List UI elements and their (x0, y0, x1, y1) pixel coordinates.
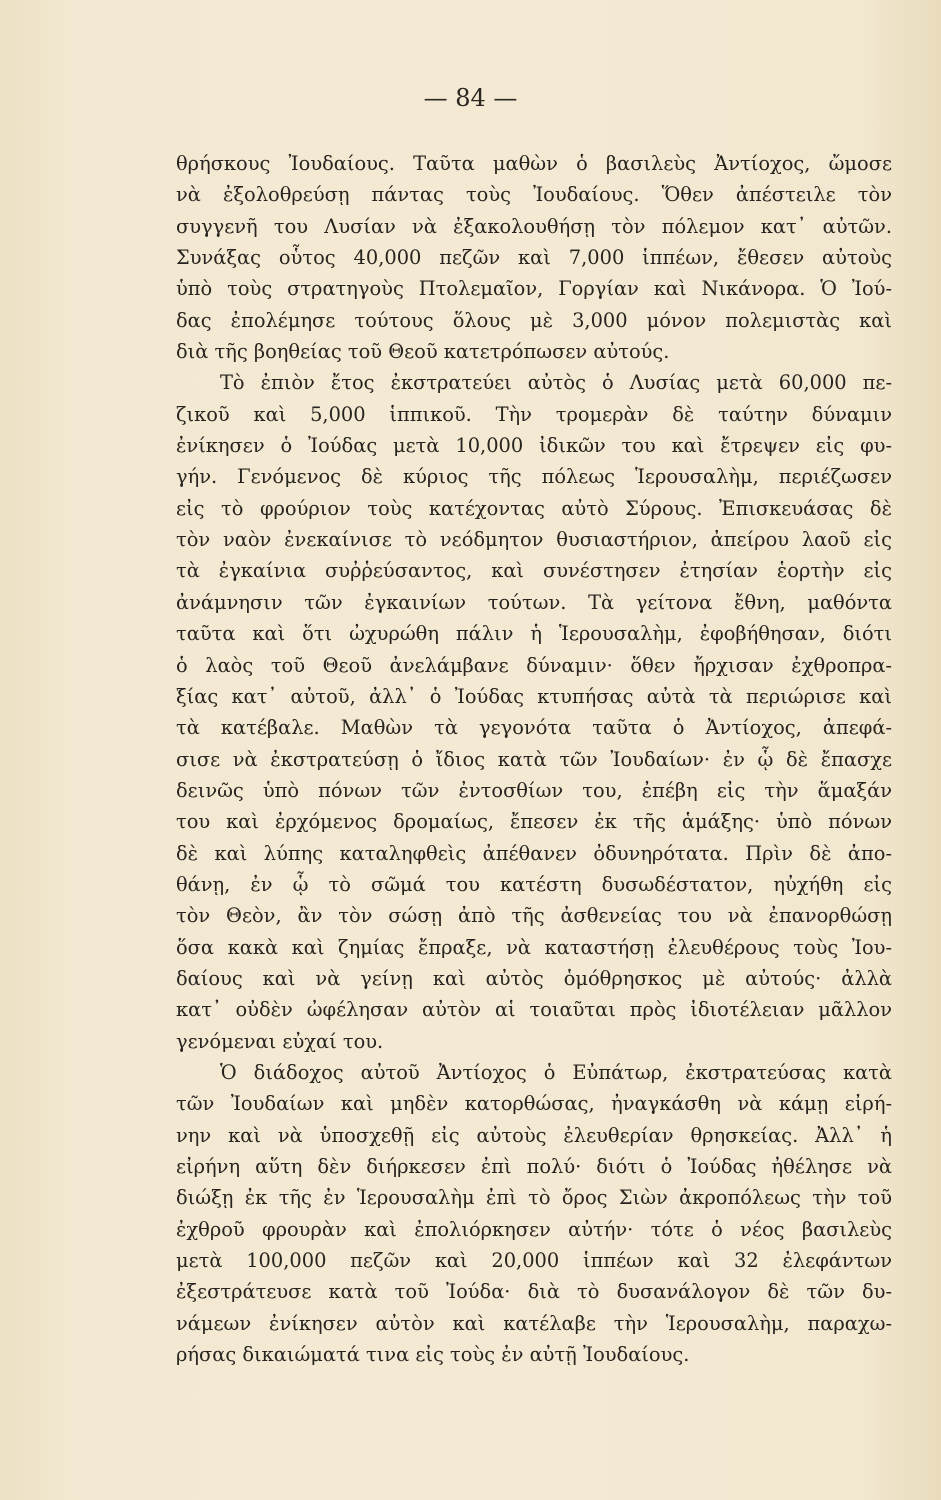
text-line: του καὶ ἐρχόμενος δρομαίως, ἔπεσεν ἐκ τῆς ἁμάξης· ὑπὸ πόνων (176, 810, 892, 834)
text-line: θάνῃ, ἐν ᾧ τὸ σῶμά του κατέστη δυσωδέστατον, ηὐχήθη εἰς (176, 872, 892, 896)
text-line: νάμεων ἐνίκησεν αὐτὸν καὶ κατέλαβε τὴν Ἱερουσαλὴμ, παραχω- (176, 1311, 892, 1335)
text-line: διὰ τῆς βοηθείας τοῦ Θεοῦ κατετρόπωσεν αὐτούς. (176, 340, 670, 364)
text-line: γενόμεναι εὐχαί του. (176, 1029, 384, 1053)
text-line: ἐχθροῦ φρουρὰν καὶ ἐπολιόρκησεν αὐτήν· τότε ὁ νέος βασιλεὺς (176, 1217, 892, 1241)
text-line: συγγενῆ του Λυσίαν νὰ ἐξακολουθήσῃ τὸν πόλεμον κατ᾽ αὐτῶν. (176, 214, 892, 238)
text-line: Ὁ διάδοχος αὐτοῦ Ἀντίοχος ὁ Εὐπάτωρ, ἐκστρατεύσας κατὰ (220, 1060, 892, 1084)
text-line: Συνάξας οὗτος 40,000 πεζῶν καὶ 7,000 ἱππέων, ἔθεσεν αὐτοὺς (176, 246, 892, 270)
text-line: ξίας κατ᾽ αὐτοῦ, ἀλλ᾽ ὁ Ἰούδας κτυπήσας αὐτὰ τὰ περιώρισε καὶ (176, 684, 892, 708)
text-line: τὸν Θεὸν, ἂν τὸν σώσῃ ἀπὸ τῆς ἀσθενείας του νὰ ἐπανορθώσῃ (176, 904, 892, 928)
text-line: διώξῃ ἐκ τῆς ἐν Ἱερουσαλὴμ ἐπὶ τὸ ὄρος Σιὼν ἀκροπόλεως τὴν τοῦ (176, 1186, 892, 1210)
text-line: κατ᾽ οὐδὲν ὠφέλησαν αὐτὸν αἱ τοιαῦται πρὸς ἰδιοτέλειαν μᾶλλον (176, 998, 892, 1022)
text-line: μετὰ 100,000 πεζῶν καὶ 20,000 ἱππέων καὶ 32 ἐλεφάντων (176, 1249, 892, 1273)
text-line: εἰρήνη αὕτη δὲν διήρκεσεν ἐπὶ πολύ· διότι ὁ Ἰούδας ἠθέλησε νὰ (176, 1155, 892, 1178)
text-line: ταῦτα καὶ ὅτι ὠχυρώθη πάλιν ἡ Ἱερουσαλὴμ, ἐφοβήθησαν, διότι (176, 622, 892, 646)
text-line: ἀνάμνησιν τῶν ἐγκαινίων τούτων. Τὰ γείτονα ἔθνη, μαθόντα (176, 590, 892, 614)
text-line: σισε νὰ ἐκστρατεύσῃ ὁ ἴδιος κατὰ τῶν Ἰουδαίων· ἐν ᾧ δὲ ἔπασχε (176, 747, 892, 771)
text-line: δὲ καὶ λύπης καταληφθεὶς ἀπέθανεν ὀδυνηρότατα. Πρὶν δὲ ἀπο- (176, 841, 892, 865)
text-line: τὰ κατέβαλε. Μαθὼν τὰ γεγονότα ταῦτα ὁ Ἀντίοχος, ἀπεφά- (176, 716, 892, 740)
text-line: ἐνίκησεν ὁ Ἰούδας μετὰ 10,000 ἰδικῶν του καὶ ἔτρεψεν εἰς φυ- (176, 434, 892, 458)
text-line: δαίους καὶ νὰ γείνῃ καὶ αὐτὸς ὁμόθρησκος μὲ αὐτούς· ἀλλὰ (176, 966, 892, 990)
text-line: νην καὶ νὰ ὑποσχεθῇ εἰς αὐτοὺς ἐλευθερίαν θρησκείας. Ἀλλ᾽ ἡ (176, 1123, 892, 1147)
page-number: — 84 — (423, 84, 518, 112)
text-line: ὑπὸ τοὺς στρατηγοὺς Πτολεμαῖον, Γοργίαν καὶ Νικάνορα. Ὁ Ἰού- (176, 277, 892, 301)
text-line: γήν. Γενόμενος δὲ κύριος τῆς πόλεως Ἱερουσαλὴμ, περιέζωσεν (176, 465, 892, 489)
text-line: νὰ ἐξολοθρεύσῃ πάντας τοὺς Ἰουδαίους. Ὅθεν ἀπέστειλε τὸν (176, 183, 892, 207)
text-line: ζικοῦ καὶ 5,000 ἱππικοῦ. Τὴν τρομερὰν δὲ ταύτην δύναμιν (176, 402, 892, 426)
text-line: τὰ ἐγκαίνια συῤῥεύσαντος, καὶ συνέστησεν ἐτησίαν ἑορτὴν εἰς (176, 559, 892, 583)
text-line: ὅσα κακὰ καὶ ζημίας ἔπραξε, νὰ καταστήσῃ ἐλευθέρους τοὺς Ἰου- (176, 935, 892, 959)
text-line: ἐξεστράτευσε κατὰ τοῦ Ἰούδα· διὰ τὸ δυσανάλογον δὲ τῶν δυ- (176, 1280, 892, 1304)
text-line: Τὸ ἐπιὸν ἔτος ἐκστρατεύει αὐτὸς ὁ Λυσίας μετὰ 60,000 πε- (220, 371, 892, 395)
text-line: τὸν ναὸν ἐνεκαίνισε τὸ νεόδμητον θυσιαστήριον, ἀπείρου λαοῦ εἰς (176, 528, 892, 552)
text-line: ρήσας δικαιώματά τινα εἰς τοὺς ἐν αὐτῇ Ἰουδαίους. (176, 1343, 690, 1367)
body-text (176, 148, 892, 1370)
text-line: δας ἐπολέμησε τούτους ὅλους μὲ 3,000 μόνον πολεμιστὰς καὶ (176, 308, 892, 332)
text-line: ὁ λαὸς τοῦ Θεοῦ ἀνελάμβανε δύναμιν· ὅθεν ἤρχισαν ἐχθροπρα- (176, 653, 892, 677)
text-line: θρήσκους Ἰουδαίους. Ταῦτα μαθὼν ὁ βασιλεὺς Ἀντίοχος, ὤμοσε (176, 152, 892, 175)
text-line: εἰς τὸ φρούριον τοὺς κατέχοντας αὐτὸ Σύρους. Ἐπισκευάσας δὲ (176, 496, 892, 520)
text-line: τῶν Ἰουδαίων καὶ μηδὲν κατορθώσας, ἠναγκάσθη νὰ κάμῃ εἰρή- (176, 1092, 892, 1116)
text-line: δεινῶς ὑπὸ πόνων τῶν ἐντοσθίων του, ἐπέβη εἰς τὴν ἅμαξάν (176, 778, 892, 802)
